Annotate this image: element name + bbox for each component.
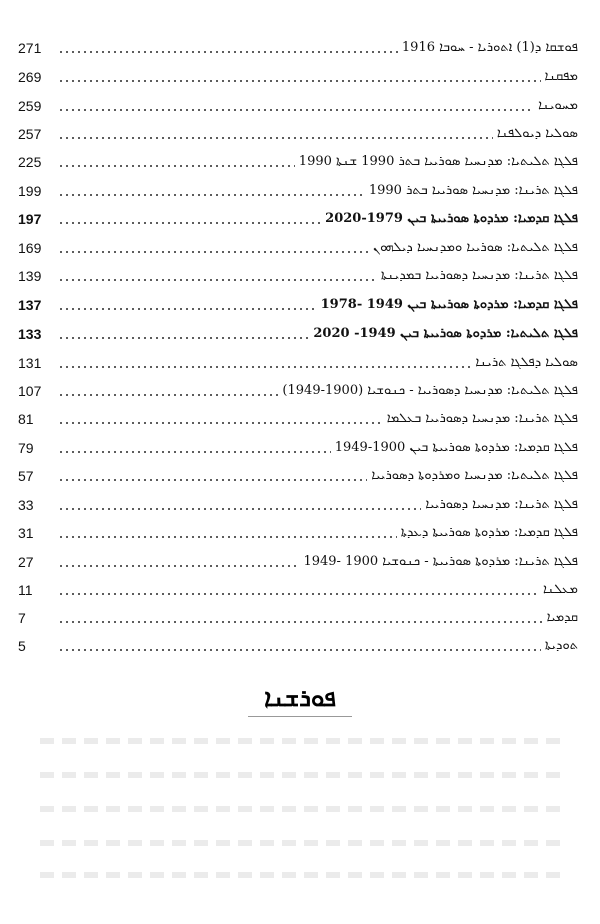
dot-leader: [58, 638, 541, 652]
toc-entry-title: ܡܥܠܢܐ: [542, 582, 578, 597]
dot-leader: [58, 211, 321, 225]
dot-leader: [58, 126, 493, 140]
toc-page-number: 137: [18, 297, 42, 313]
toc-page-number: 199: [18, 183, 42, 199]
toc-page-number: 225: [18, 154, 42, 170]
toc-page-number: 197: [18, 211, 42, 227]
dot-leader: [58, 610, 543, 624]
bleed-through-line: [40, 738, 560, 744]
toc-page-number: 31: [18, 525, 34, 541]
dot-leader: [58, 582, 539, 596]
bleed-through-line: [40, 872, 560, 878]
toc-entry-title: ܬܘܕܝܬܐ: [544, 638, 578, 653]
dot-leader: [58, 69, 541, 83]
dot-leader: [58, 154, 295, 168]
toc-entry-title: ܩܕܡܝܐ: [546, 610, 578, 625]
toc-entry-title: ܦܠܓܐ ܩܕܡܝܐ: ܡܪܕܘܬܐ ܣܘܪܝܝܬܐ ܒܝܢ 1949 -1978: [320, 297, 578, 312]
dot-leader: [58, 411, 383, 425]
toc-entry[interactable]: [18, 405, 578, 427]
dot-leader: [58, 326, 309, 340]
toc-page-number: 57: [18, 468, 34, 484]
toc-page-number: 33: [18, 497, 34, 513]
toc-page-number: 133: [18, 326, 42, 342]
dot-leader: [58, 240, 369, 254]
toc-entry-title: ܦܠܓܐ ܬܠܝܬܝܐ: ܡܕܢܚܝܐ ܘܡܪܕܘܬܐ ܕܣܘܪܝܝܐ: [371, 468, 578, 483]
toc-entry-title: ܦܠܓܐ ܬܪܝܢܐ: ܡܪܕܘܬܐ ܣܘܪܝܝܬܐ - ܟܢܘܫܝܐ 1900 -1949: [303, 554, 578, 569]
toc-page-number: 271: [18, 40, 42, 56]
toc-page-number: 7: [18, 610, 26, 626]
toc-entry[interactable]: [18, 519, 578, 541]
dot-leader: [58, 554, 299, 568]
toc-entry[interactable]: [18, 92, 578, 114]
toc-entry[interactable]: [18, 349, 578, 371]
toc-entry[interactable]: [18, 63, 578, 85]
dot-leader: [58, 98, 534, 112]
toc-page-number: 169: [18, 240, 42, 256]
dot-leader: [58, 268, 377, 282]
dot-leader: [58, 440, 331, 454]
toc-entry-title: ܦܠܓܐ ܩܕܡܝܐ: ܡܪܕܘܬܐ ܣܘܪܝܝܬܐ ܒܝܢ 1900-1949: [334, 440, 578, 455]
dot-leader: [58, 355, 471, 369]
toc-entry[interactable]: [18, 576, 578, 598]
toc-page-number: 131: [18, 355, 42, 371]
toc-entry-title: ܦܘܫܩܐ ܕ(1) ܐܬܘܪܝܐ - ܚܘܒܐ 1916: [401, 40, 578, 55]
contents-heading: ܦܘܪܫܢܐ: [264, 683, 336, 712]
toc-entry[interactable]: [18, 491, 578, 513]
toc-entry-title: ܦܠܓܐ ܬܠܝܬܝܐ: ܡܕܢܚܝܐ ܣܘܪܝܝܐ ܒܬܪ 1990 ܫܢܬܐ 1990: [298, 154, 578, 169]
toc-page-number: 107: [18, 383, 42, 399]
dot-leader: [58, 297, 317, 311]
dot-leader: [58, 497, 421, 511]
toc-page-number: 81: [18, 411, 34, 427]
heading-underline: [248, 716, 352, 717]
toc-page-number: 11: [18, 582, 33, 598]
dot-leader: [58, 183, 365, 197]
bleed-through-line: [40, 772, 560, 778]
toc-entry-title: ܡܦܩܢܐ: [544, 69, 578, 84]
toc-entry[interactable]: [18, 548, 578, 570]
dot-leader: [58, 383, 278, 397]
toc-entry[interactable]: [18, 604, 578, 626]
toc-entry-title: ܦܠܓܐ ܩܕܡܝܐ: ܡܪܕܘܬܐ ܣܘܪܝܝܬܐ ܕܥܕܬܐ: [400, 525, 578, 540]
toc-entry[interactable]: [18, 34, 578, 56]
toc-entry[interactable]: [18, 320, 578, 342]
toc-entry[interactable]: [18, 205, 578, 227]
toc-entry-title: ܣܘܠܝܐ ܕܦܠܓܐ ܬܪܝܢܐ: [475, 355, 578, 370]
toc-page-number: 269: [18, 69, 42, 85]
toc-entry-title: ܣܘܠܝܐ ܕܝܘܠܦܢܐ: [496, 126, 578, 141]
dot-leader: [58, 468, 367, 482]
toc-entry-title: ܦܠܓܐ ܬܪܝܢܐ: ܡܕܢܚܝܐ ܕܣܘܪܝܝܐ ܒܥܠܡܐ: [386, 411, 578, 426]
toc-page-number: 5: [18, 638, 26, 654]
toc-entry-title: ܦܠܓܐ ܬܠܝܬܝܐ: ܡܕܢܚܝܐ ܕܣܘܪܝܝܐ - ܟܢܘܫܝܐ (1900-1949): [282, 383, 578, 398]
toc-entry[interactable]: [18, 120, 578, 142]
toc-entry[interactable]: [18, 434, 578, 456]
toc-entry[interactable]: [18, 291, 578, 313]
toc-page-number: 259: [18, 98, 42, 114]
toc-entry-title: ܦܠܓܐ ܬܪܝܢܐ: ܡܕܢܚܝܐ ܕܣܘܪܝܝܐ: [425, 497, 578, 512]
toc-entry[interactable]: [18, 234, 578, 256]
toc-entry[interactable]: [18, 377, 578, 399]
toc-page-number: 79: [18, 440, 34, 456]
toc-entry[interactable]: [18, 462, 578, 484]
toc-entry[interactable]: [18, 262, 578, 284]
bleed-through-line: [40, 806, 560, 812]
toc-entry[interactable]: [18, 632, 578, 654]
toc-entry-title: ܦܠܓܐ ܬܠܝܬܝܐ: ܡܪܕܘܬܐ ܣܘܪܝܝܬܐ ܒܝܢ 1949- 2020: [313, 326, 578, 341]
dot-leader: [58, 40, 398, 54]
dot-leader: [58, 525, 397, 539]
toc-page-number: 27: [18, 554, 34, 570]
toc-entry-title: ܡܚܘܝܢܐ: [538, 98, 578, 113]
toc-entry-title: ܦܠܓܐ ܬܪܝܢܐ: ܡܕܢܚܝܐ ܣܘܪܝܝܐ ܒܬܪ 1990: [368, 183, 578, 198]
bleed-through-line: [40, 840, 560, 846]
toc-entry-title: ܦܠܓܐ ܬܠܝܬܝܐ: ܣܘܪܝܝܐ ܘܡܕܢܚܝܐ ܕܝܠܗܘܢ: [373, 240, 578, 255]
toc-entry[interactable]: [18, 148, 578, 170]
toc-entry[interactable]: [18, 177, 578, 199]
toc-entry-title: ܦܠܓܐ ܩܕܡܝܐ: ܡܪܕܘܬܐ ܣܘܪܝܝܬܐ ܒܝܢ 1979-2020: [325, 211, 578, 226]
toc-page-number: 139: [18, 268, 42, 284]
toc-page-number: 257: [18, 126, 42, 142]
toc-entry-title: ܦܠܓܐ ܬܪܝܢܐ: ܡܕܢܚܝܐ ܕܣܘܪܝܝܐ ܒܡܕܝܢܬܐ: [380, 268, 578, 283]
